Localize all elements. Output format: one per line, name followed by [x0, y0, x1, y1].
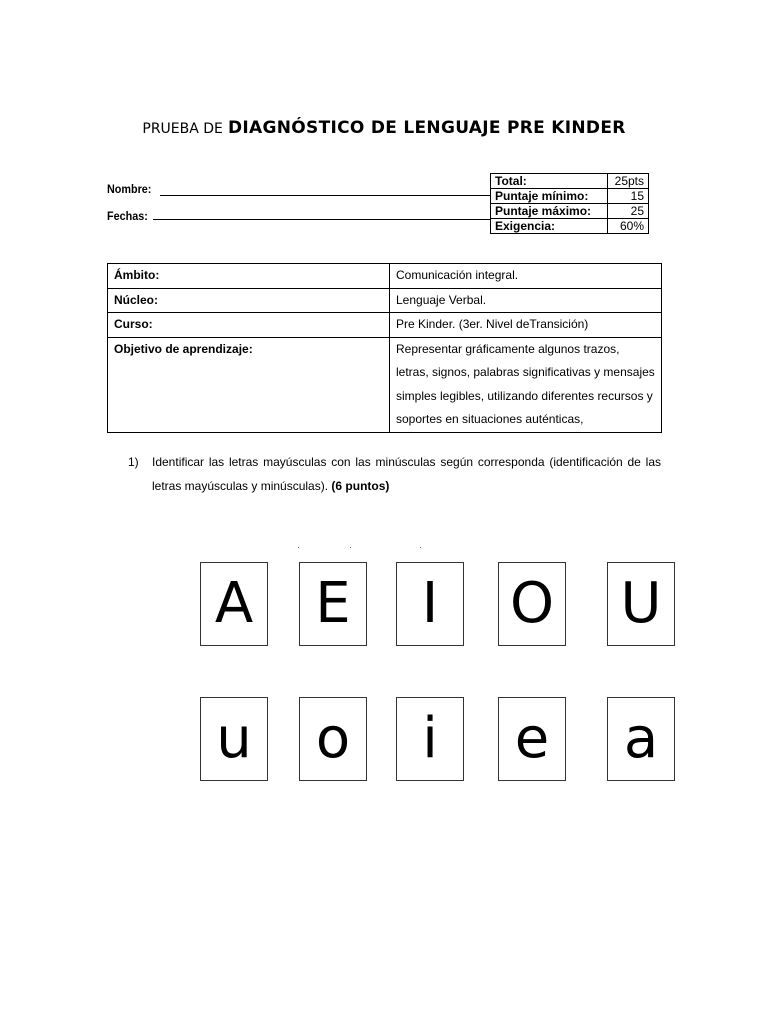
- nombre-label: Nombre:: [107, 182, 152, 196]
- instruction-number: 1): [128, 455, 139, 469]
- info-label: Ámbito:: [108, 264, 390, 289]
- title-main: DIAGNÓSTICO DE LENGUAJE PRE KINDER: [228, 118, 626, 138]
- score-label: Total:: [491, 174, 608, 189]
- lowercase-card-i[interactable]: i: [396, 697, 464, 781]
- lowercase-card-a[interactable]: a: [607, 697, 675, 781]
- info-value: Lenguaje Verbal.: [390, 288, 662, 313]
- title-prefix: PRUEBA DE: [142, 121, 223, 137]
- score-label: Exigencia:: [491, 219, 608, 234]
- info-label: Objetivo de aprendizaje:: [108, 337, 390, 432]
- score-row: [491, 204, 649, 219]
- info-value: Comunicación integral.: [390, 264, 662, 289]
- nombre-line[interactable]: [160, 195, 490, 196]
- score-table: [490, 173, 649, 234]
- info-row: [108, 313, 662, 338]
- uppercase-card-u[interactable]: U: [607, 562, 675, 646]
- instruction-points: (6 puntos): [331, 479, 390, 493]
- uppercase-card-i[interactable]: I: [396, 562, 464, 646]
- lowercase-card-o[interactable]: o: [299, 697, 367, 781]
- score-value: 25: [608, 204, 649, 219]
- stray-mark: [298, 547, 299, 548]
- score-label: Puntaje máximo:: [491, 204, 608, 219]
- fechas-label: Fechas:: [107, 209, 148, 223]
- info-row: [108, 264, 662, 289]
- fechas-line[interactable]: [153, 219, 490, 220]
- instruction-text: Identificar las letras mayúsculas con las minúsculas según corresponda (identificación de las letras mayúsculas y minúsculas).: [152, 455, 661, 493]
- uppercase-card-e[interactable]: E: [299, 562, 367, 646]
- score-label: Puntaje mínimo:: [491, 189, 608, 204]
- info-row: [108, 288, 662, 313]
- lowercase-card-e[interactable]: e: [498, 697, 566, 781]
- stray-mark: [350, 547, 351, 548]
- score-row: [491, 219, 649, 234]
- info-label: Núcleo:: [108, 288, 390, 313]
- page-title: [0, 118, 768, 138]
- info-table: [107, 263, 662, 433]
- uppercase-card-a[interactable]: A: [200, 562, 268, 646]
- info-value: Representar gráficamente algunos trazos, letras, signos, palabras significativas y mensajes simples legibles, utilizando diferentes recursos y soportes en situaciones auténticas,: [390, 337, 662, 432]
- score-row: [491, 174, 649, 189]
- info-row: [108, 337, 662, 432]
- lowercase-card-u[interactable]: u: [200, 697, 268, 781]
- score-value: 60%: [608, 219, 649, 234]
- info-label: Curso:: [108, 313, 390, 338]
- score-row: [491, 189, 649, 204]
- instruction: [128, 450, 661, 498]
- info-value: Pre Kinder. (3er. Nivel deTransición): [390, 313, 662, 338]
- score-value: 25pts: [608, 174, 649, 189]
- score-value: 15: [608, 189, 649, 204]
- stray-mark: [420, 547, 421, 548]
- instruction-body: [152, 450, 661, 498]
- uppercase-card-o[interactable]: O: [498, 562, 566, 646]
